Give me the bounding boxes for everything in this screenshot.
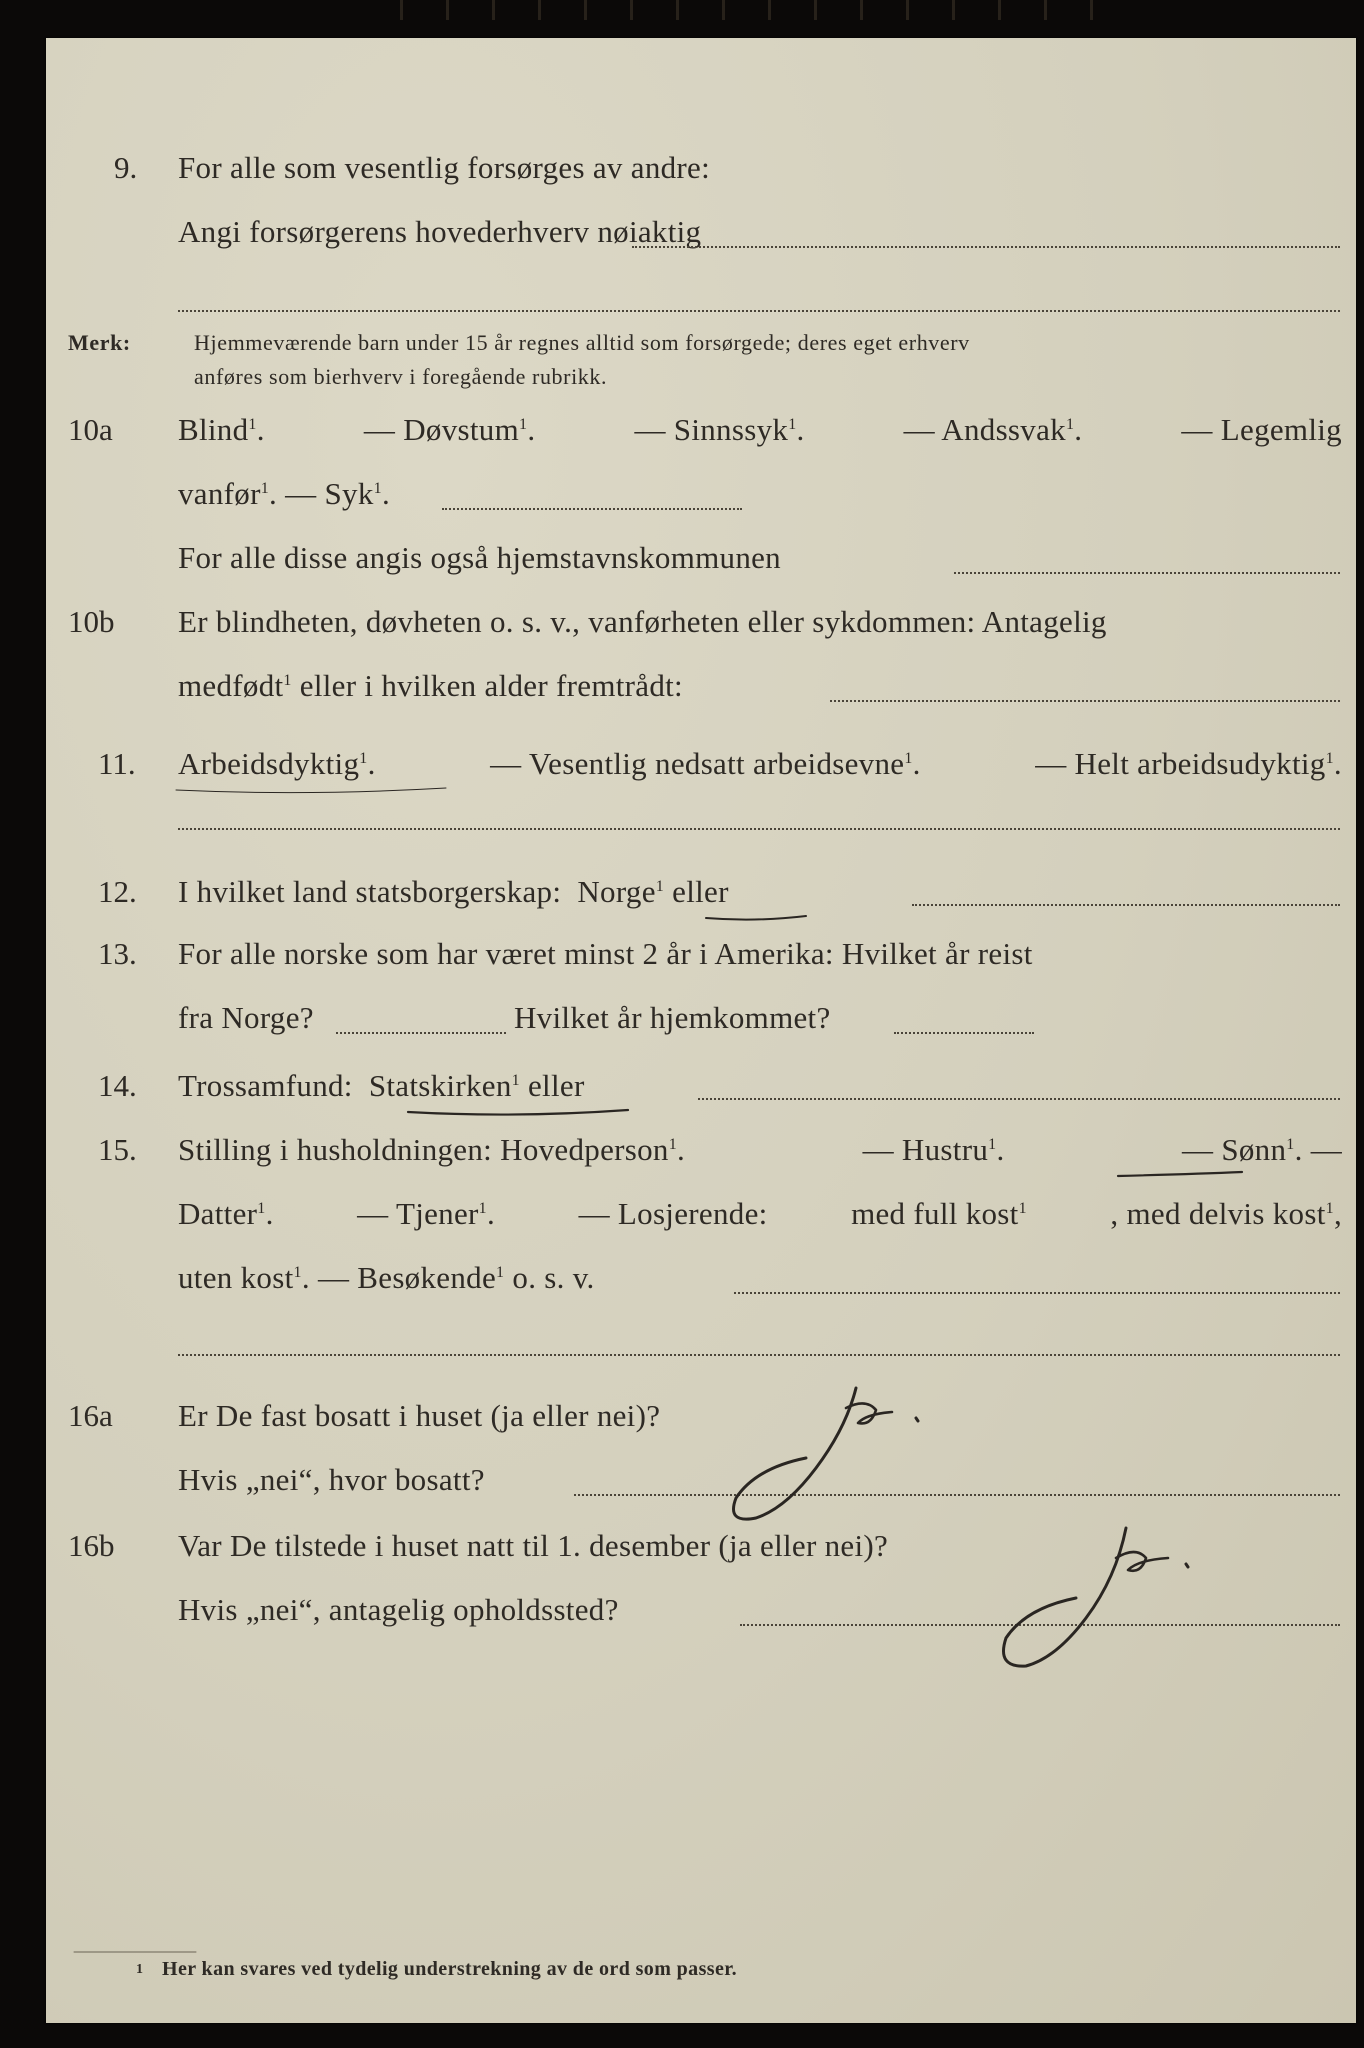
handwritten-answer-16b: [976, 1498, 1236, 1678]
option-arbeidsdyktig[interactable]: Arbeidsdyktig$^1$.: [178, 746, 376, 781]
question-15-number: 15.: [98, 1132, 137, 1167]
option-datter[interactable]: Datter$^1$.: [178, 1196, 274, 1231]
question-10a-line3: For alle disse angis også hjemstavnskommunen: [178, 540, 781, 575]
option-medfodt[interactable]: medfødt$^1$: [178, 668, 292, 703]
question-10a-number: 10a: [68, 412, 113, 447]
option-syk[interactable]: — Syk$^1$.: [285, 476, 391, 511]
option-tjener[interactable]: — Tjener$^1$.: [357, 1196, 496, 1231]
question-13-line1: For alle norske som har været minst 2 år i Amerika: Hvilket år reist: [178, 936, 1033, 971]
question-9-line2: Angi forsørgerens hovederhverv nøiaktig: [178, 214, 702, 249]
question-14-line: Trossamfund: Statskirken$^1$ eller: [178, 1068, 585, 1103]
census-form-page: [46, 38, 1356, 2023]
option-vanfor[interactable]: vanfør$^1$.: [178, 476, 278, 511]
question-16b-line2: Hvis „nei“, antagelig opholdssted?: [178, 1592, 619, 1627]
option-statskirken[interactable]: Statskirken$^1$: [368, 1068, 520, 1103]
question-13-line2b: Hvilket år hjemkommet?: [514, 1000, 831, 1035]
option-legemlig[interactable]: — Legemlig: [1181, 412, 1342, 447]
option-dovstum[interactable]: — Døvstum$^1$.: [363, 412, 536, 447]
option-udyktig[interactable]: — Helt arbeidsudyktig$^1$.: [1035, 746, 1342, 781]
underline-marks: [46, 38, 1356, 2023]
option-delvis-kost[interactable]: , med delvis kost$^1$,: [1110, 1196, 1342, 1231]
question-10b-number: 10b: [68, 604, 115, 639]
underline-norge: [706, 916, 806, 920]
note-line2: anføres som bierhverv i foregående rubrikk.: [194, 364, 608, 389]
question-16b-line1: Var De tilstede i huset natt til 1. desember (ja eller nei)?: [178, 1528, 889, 1563]
question-11-number: 11.: [98, 746, 136, 781]
question-14-number: 14.: [98, 1068, 137, 1103]
note-label: Merk:: [68, 330, 131, 355]
label-losjerende: — Losjerende:: [578, 1196, 768, 1231]
question-12-line: I hvilket land statsborgerskap: Norge$^1$ eller: [178, 874, 729, 909]
option-sonn[interactable]: — Sønn$^1$. —: [1181, 1132, 1342, 1167]
question-12-number: 12.: [98, 874, 137, 909]
option-besokende[interactable]: — Besøkende$^1$: [317, 1260, 505, 1295]
question-16b-number: 16b: [68, 1528, 115, 1563]
question-10b-line1: Er blindheten, døvheten o. s. v., vanførheten eller sykdommen: Antagelig: [178, 604, 1107, 639]
underline-statskirken: [408, 1110, 628, 1115]
option-nedsatt[interactable]: — Vesentlig nedsatt arbeidsevne$^1$.: [490, 746, 921, 781]
question-16a-number: 16a: [68, 1398, 113, 1433]
question-16a-line1: Er De fast bosatt i huset (ja eller nei)?: [178, 1398, 661, 1433]
option-andssvak[interactable]: — Andssvak$^1$.: [903, 412, 1083, 447]
note-line1: Hjemmeværende barn under 15 år regnes alltid som forsørgede; deres eget erhverv: [194, 330, 970, 355]
question-10b-line2: medfødt$^1$ eller i hvilken alder fremtrådt:: [178, 668, 683, 703]
option-hustru[interactable]: — Hustru$^1$.: [862, 1132, 1005, 1167]
option-hovedperson[interactable]: Stilling i husholdningen: Hovedperson$^1$.: [178, 1132, 686, 1167]
option-blind[interactable]: Blind$^1$.: [178, 412, 265, 447]
option-full-kost[interactable]: med full kost$^1$: [851, 1196, 1027, 1231]
handwritten-answer-16a: [696, 1368, 956, 1528]
question-16a-line2: Hvis „nei“, hvor bosatt?: [178, 1462, 485, 1497]
underline-sonn: [1118, 1172, 1242, 1176]
option-sinnssyk[interactable]: — Sinnssyk$^1$.: [634, 412, 805, 447]
option-uten-kost[interactable]: uten kost$^1$.: [178, 1260, 310, 1295]
footnote-marker: 1: [136, 1962, 144, 1977]
question-13-number: 13.: [98, 936, 137, 971]
question-9-line1: For alle som vesentlig forsørges av andre:: [178, 150, 711, 185]
question-15-line3: uten kost$^1$. — Besøkende$^1$ o. s. v.: [178, 1260, 595, 1295]
question-13-line2a: fra Norge?: [178, 1000, 314, 1035]
footnote-text: Her kan svares ved tydelig understrekning av de ord som passer.: [162, 1958, 738, 1980]
option-norge[interactable]: Norge$^1$: [577, 874, 665, 909]
question-9-number: 9.: [114, 150, 138, 185]
binding-edge-marks: [386, 0, 1106, 20]
underline-arbeidsdyktig: [176, 788, 446, 793]
